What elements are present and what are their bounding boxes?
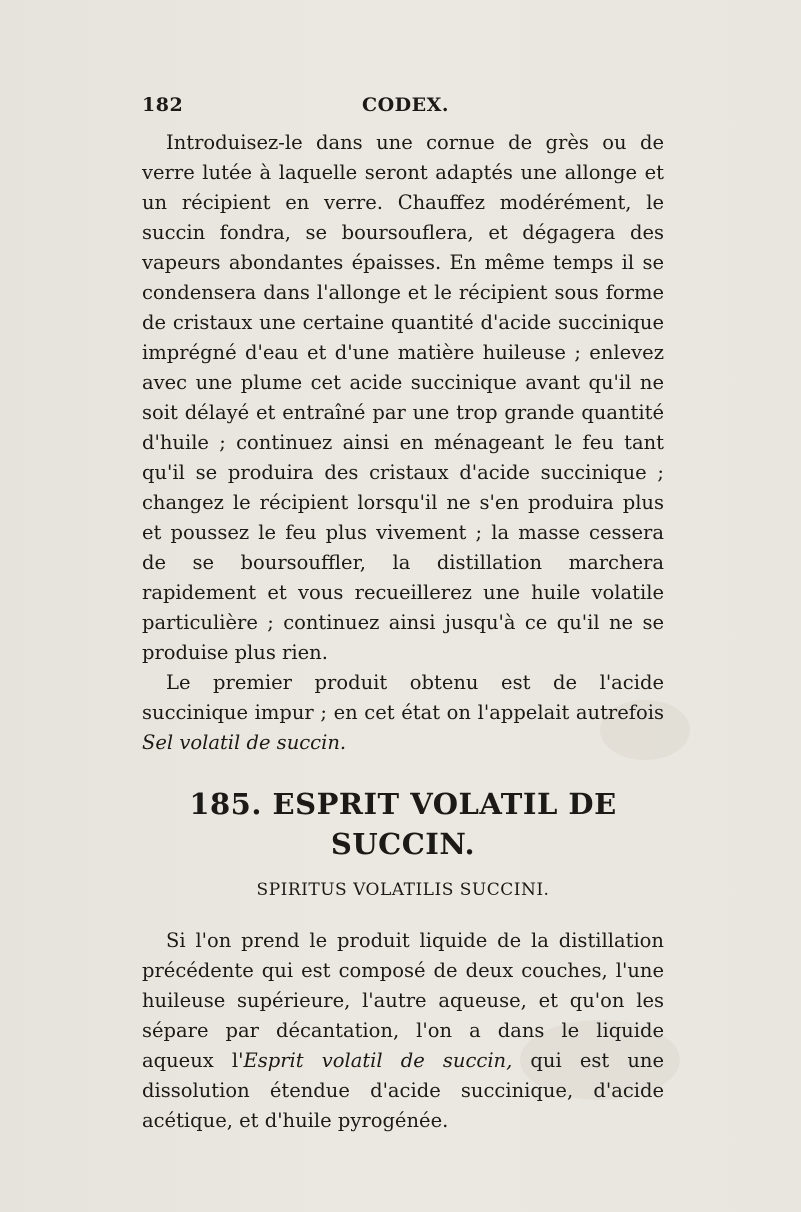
term-italic: Sel volatil de succin. bbox=[142, 731, 347, 754]
section-subtitle: SPIRITUS VOLATILIS SUCCINI. bbox=[256, 880, 550, 900]
paragraph-first-product bbox=[142, 668, 664, 758]
page-body bbox=[142, 128, 664, 1136]
page-header bbox=[142, 94, 662, 124]
paragraph-text: Si l'on prend le produit liquide de la distillation précédente qui est composé de deux couches, l'une huileuse supérieure, l'autre aqueuse, et qu'on les sépare par décantation, l'on a dans le liquide aqueux l' bbox=[142, 929, 664, 1072]
page-number: 182 bbox=[142, 94, 184, 116]
paragraph-spirit bbox=[142, 926, 664, 1136]
paragraph-procedure: Introduisez-le dans une cornue de grès ou de verre lutée à laquelle seront adaptés une allonge et un récipient en verre. Chauffez modérément, le succin fondra, se boursouflera, et dégagera des vapeurs abondantes épaisses. En même temps il se condensera dans l'allonge et le récipient sous forme de cristaux une certaine quantité d'acide succinique imprégné d'eau et d'une matière huileuse ; enlevez avec une plume cet acide succinique avant qu'il ne soit délayé et entraîné par une trop grande quantité d'huile ; continuez ainsi en ménageant le feu tant qu'il se produira des cristaux d'acide succinique ; changez le récipient lorsqu'il ne s'en produira plus et poussez le feu plus vivement ; la masse cessera de se boursouffler, la distillation marchera rapidement et vous recueillerez une huile volatile particulière ; continuez ainsi jusqu'à ce qu'il ne se produise plus rien. bbox=[142, 131, 664, 664]
term-italic: Esprit volatil de succin, bbox=[243, 1049, 513, 1072]
paragraph-text: qui est une dissolution étendue d'acide succinique, d'acide acétique, et d'huile pyrogénée. bbox=[142, 1049, 664, 1132]
section-title: 185. ESPRIT VOLATIL DE SUCCIN. bbox=[189, 787, 617, 861]
running-head: CODEX. bbox=[362, 94, 449, 116]
paragraph-text: Le premier produit obtenu est de l'acide succinique impur ; en cet état on l'appelait autrefois bbox=[142, 671, 664, 724]
